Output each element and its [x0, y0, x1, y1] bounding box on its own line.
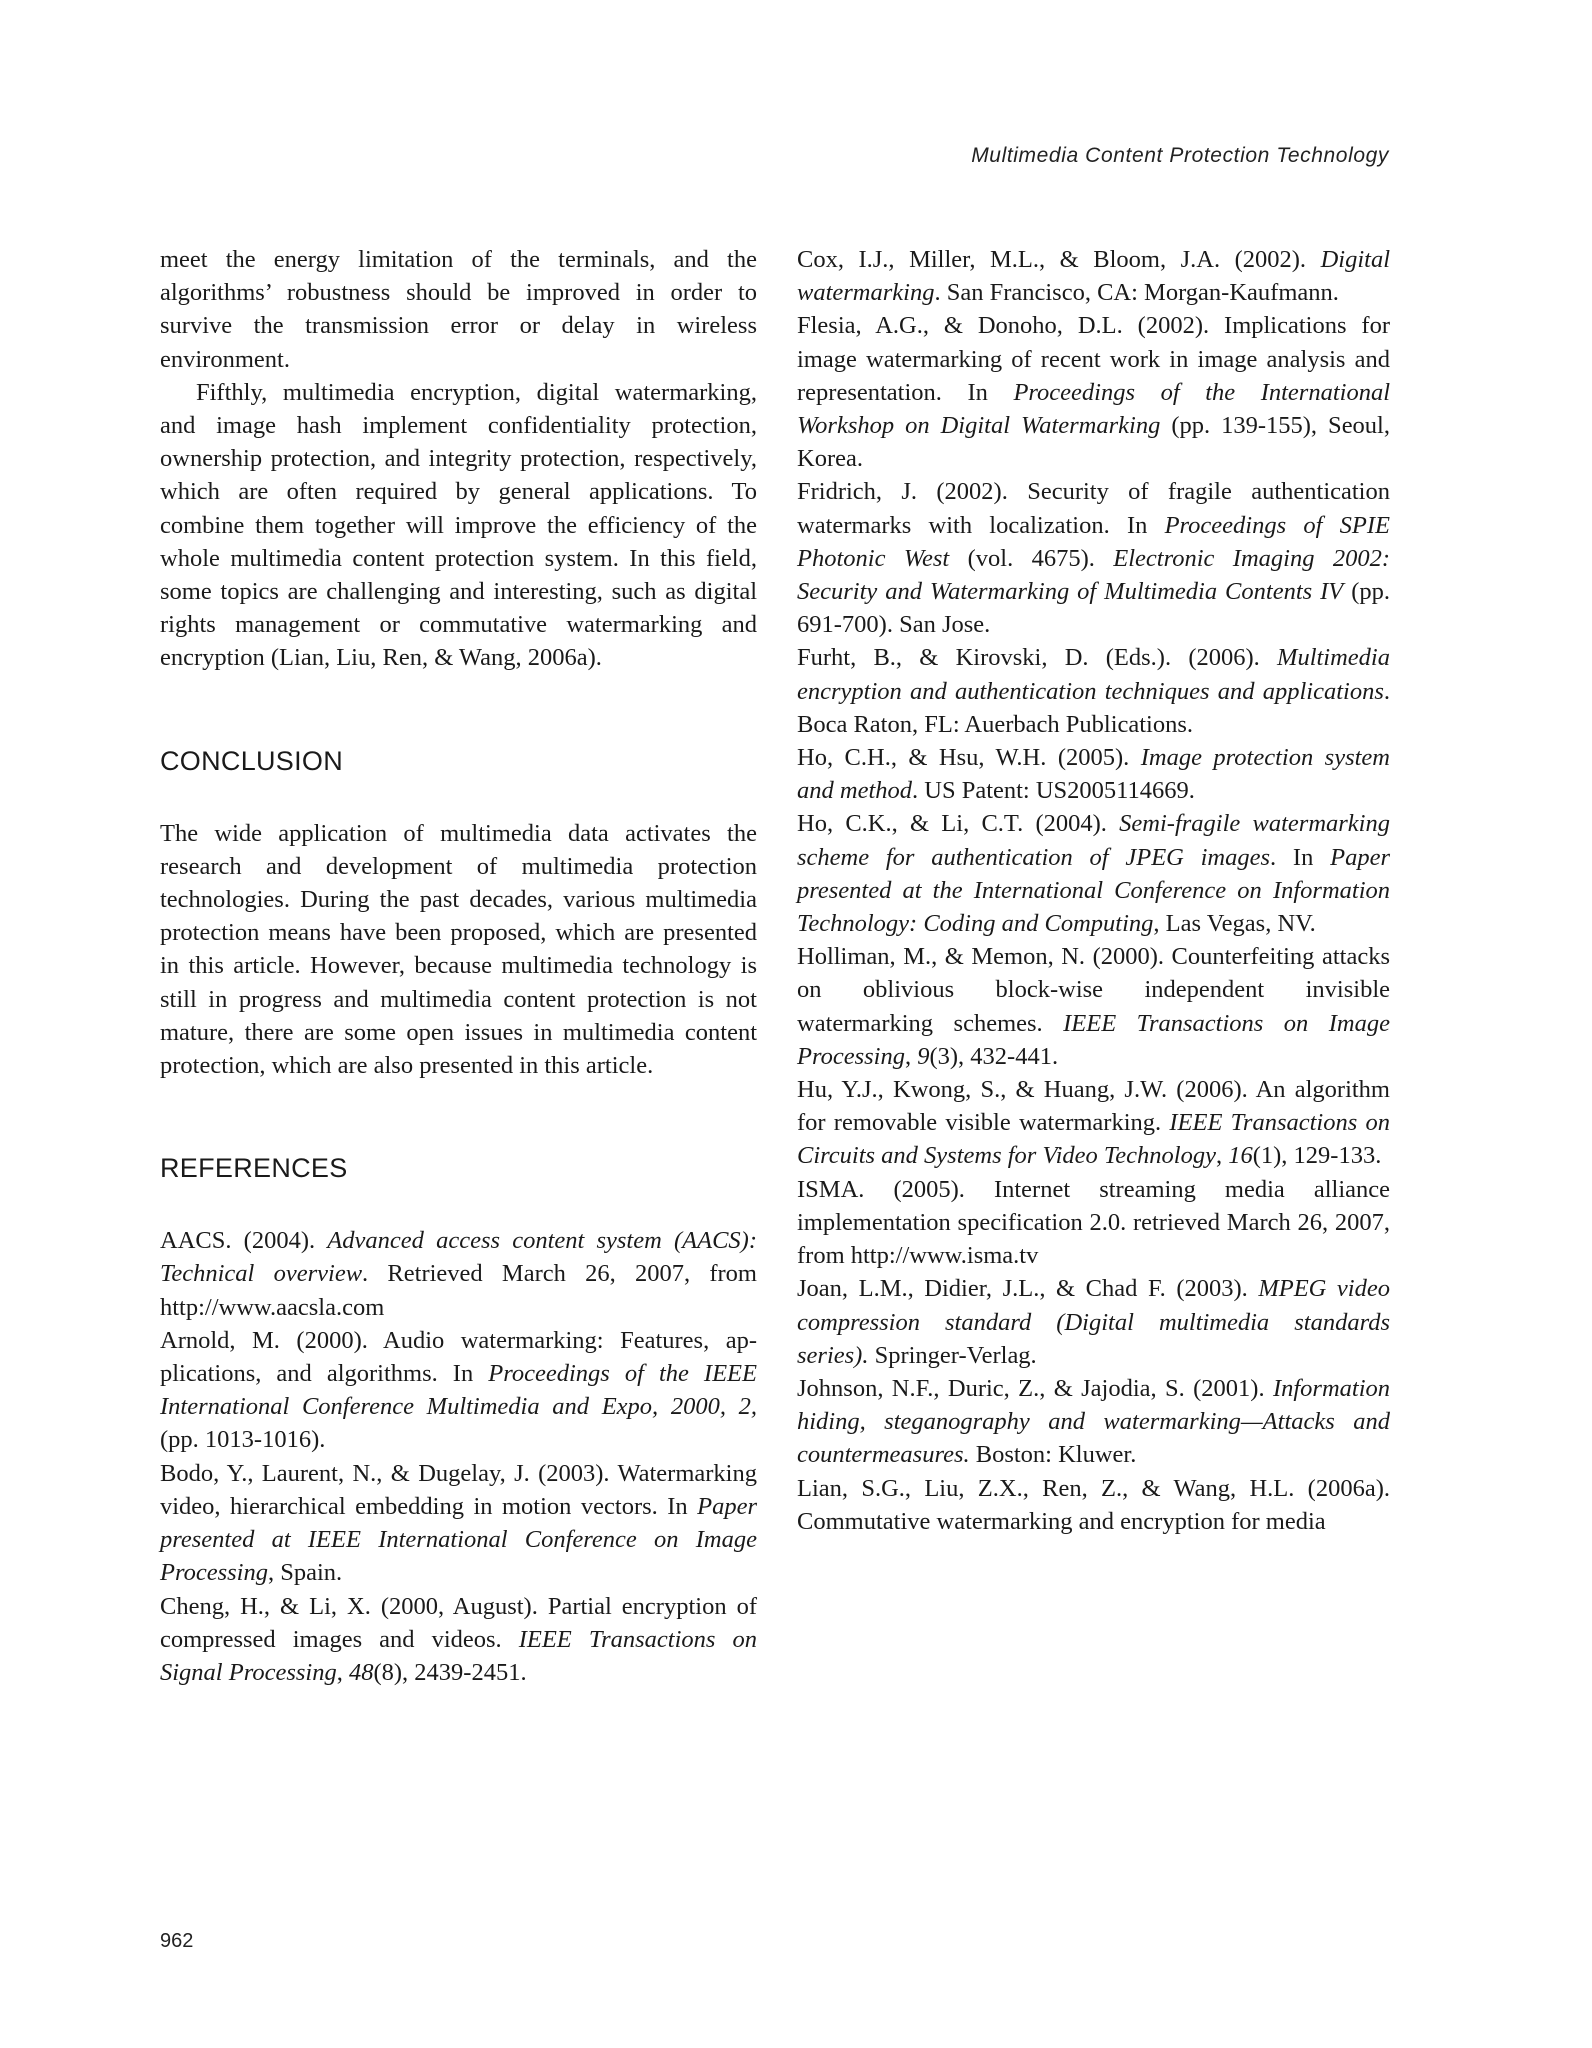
ref-text: Johnson, N.F., Duric, Z., & Jajodia, S. (2001).: [797, 1374, 1273, 1402]
ref-text: (vol. 4675).: [949, 544, 1114, 572]
ref-volume: 16: [1228, 1142, 1253, 1170]
ref-text: Ho, C.H., & Hsu, W.H. (2005).: [797, 744, 1141, 772]
reference-entry: [797, 309, 1390, 475]
ref-text: Lian, S.G., Liu, Z.X., Ren, Z., & Wang, H.L. (2006a). Commutative watermarking and encryption for media: [797, 1474, 1390, 1535]
ref-title: IEEE Transactions on Signal Processing: [160, 1625, 757, 1686]
ref-text: ISMA. (2005). Internet streaming media alliance implementation specification 2.0. retrieved March 26, 2007, from http://www.isma.tv: [797, 1175, 1390, 1270]
ref-title: MPEG video compression standard (Digital multimedia standards series).: [797, 1275, 1390, 1369]
running-header: Multimedia Content Protection Technology: [971, 144, 1389, 167]
references-heading: REFERENCES: [160, 1153, 348, 1184]
reference-entry: [797, 641, 1390, 741]
ref-title: Paper presented at the International Conference on Information Technology: Coding and Computing: [797, 843, 1390, 938]
ref-title: IEEE Transactions on Circuits and Systems for Video Technology: [797, 1109, 1390, 1170]
reference-entry: [160, 1457, 757, 1590]
body-paragraph: meet the energy limitation of the terminals, and the algorithms’ robustness should be improved in order to survive the transmission error or delay in wireless environment.: [160, 246, 757, 373]
ref-text: Fridrich, J. (2002). Security of fragile authentication watermarks with localization. In: [797, 478, 1390, 539]
page-number: 962: [160, 1930, 194, 1952]
ref-text: (1), 129-133.: [1252, 1142, 1382, 1170]
reference-entry: [797, 1372, 1390, 1472]
ref-text: Boston: Kluwer.: [969, 1441, 1137, 1469]
reference-entry: [797, 741, 1390, 807]
conclusion-paragraph: The wide application of multimedia data activates the research and development of multimedia protection technologies. During the past decades, various multimedia protection means have been proposed, which are presented in this article. However, because multimedia technology is still in progress and multimedia content protection is not mature, there are some open issues in multimedia content protection, which are also presented in this article.: [160, 819, 757, 1080]
reference-entry: [797, 1073, 1390, 1173]
right-column: [797, 243, 1390, 1538]
reference-entry: [160, 1590, 757, 1690]
ref-text: ,: [1215, 1142, 1229, 1170]
ref-text: . US Patent: US2005114669.: [912, 777, 1195, 805]
ref-volume: 9: [917, 1042, 930, 1070]
conclusion-heading: CONCLUSION: [160, 745, 344, 776]
ref-text: . San Francisco, CA: Morgan-Kaufmann.: [934, 279, 1339, 307]
ref-text: ,: [336, 1658, 349, 1686]
ref-text: Flesia, A.G., & Donoho, D.L. (2002). Implications for image watermarking of recent work in image analysis and representation. In: [797, 312, 1390, 406]
ref-title: Digital watermarking: [797, 246, 1390, 307]
ref-title: Electronic Imaging 2002: Security and Watermarking of Multimedia Contents IV: [797, 544, 1390, 606]
ref-title: Paper presented at IEEE International Conference on Image Processing: [160, 1492, 757, 1587]
ref-title: Semi-fragile watermarking scheme for authentication of JPEG images: [797, 810, 1390, 871]
ref-text: Furht, B., & Kirovski, D. (Eds.). (2006).: [797, 644, 1278, 672]
ref-text: AACS. (2004).: [160, 1227, 328, 1255]
ref-title: Proceedings of the IEEE International Conference Multimedia and Expo, 2000, 2,: [160, 1360, 757, 1421]
ref-text: Cheng, H., & Li, X. (2000, August). Partial encryption of compressed images and videos.: [160, 1592, 757, 1653]
ref-text: (8), 2439-2451.: [373, 1658, 527, 1686]
reference-entry: [797, 807, 1390, 940]
ref-text: Holliman, M., & Memon, N. (2000). Counterfeiting attacks on oblivious block-wise independent invisible watermarking schemes.: [797, 943, 1390, 1037]
left-column: [160, 243, 757, 1689]
ref-title: Multimedia encryption and authentication techniques and applications: [797, 644, 1390, 705]
body-paragraph: Fifthly, multimedia encryption, digital watermarking, and image hash implement confidentiality protection, ownership protection, and integrity protection, respectively, which are often required by general applications. To combine them together will improve the efficiency of the whole multimedia content protection system. In this field, some topics are challenging and interesting, such as digital rights management or commutative watermarking and encryption (Lian, Liu, Ren, & Wang, 2006a).: [160, 378, 757, 672]
ref-title: Proceedings of SPIE Photonic West: [797, 511, 1391, 572]
reference-entry: [797, 940, 1390, 1073]
ref-title: Information hiding, steganography and watermarking—Attacks and countermeasures.: [797, 1374, 1390, 1469]
ref-text: , Spain.: [267, 1559, 343, 1587]
ref-text: Arnold, M. (2000). Audio watermarking: Features, applications, and algorithms. In: [160, 1326, 757, 1388]
ref-title: Image protection system and method: [797, 744, 1390, 805]
ref-volume: 48: [348, 1658, 374, 1686]
reference-entry: [797, 243, 1390, 309]
reference-entry: [797, 1272, 1390, 1372]
ref-text: . Retrieved March 26, 2007, from http://www.aacsla.com: [160, 1260, 757, 1321]
ref-text: Hu, Y.J., Kwong, S., & Huang, J.W. (2006). An algorithm for removable visible watermarking.: [797, 1076, 1390, 1137]
ref-text: (3), 432-441.: [929, 1042, 1059, 1070]
reference-entry: [797, 475, 1390, 641]
reference-entry: [160, 1324, 757, 1457]
ref-text: , Las Vegas, NV.: [1153, 910, 1316, 938]
ref-text: (pp. 1013-1016).: [160, 1426, 326, 1454]
ref-text: (pp. 139-155), Seoul, Korea.: [797, 412, 1390, 473]
ref-text: Springer-Verlag.: [868, 1341, 1037, 1369]
ref-text: . Boca Raton, FL: Auerbach Publications.: [797, 677, 1390, 738]
reference-entry: [797, 1173, 1390, 1273]
ref-title: Advanced access content system (AACS): Technical overview: [160, 1227, 757, 1288]
ref-title: IEEE Transactions on Image Processing: [797, 1009, 1390, 1070]
ref-title: Proceedings of the International Workshop on Digital Watermarking: [797, 378, 1390, 440]
ref-text: (pp. 691-700). San Jose.: [797, 578, 1390, 639]
ref-text: Bodo, Y., Laurent, N., & Dugelay, J. (2003). Watermarking video, hierarchical embedding in motion vectors. In: [160, 1459, 757, 1520]
ref-text: ,: [904, 1042, 918, 1070]
ref-text: . In: [1270, 843, 1331, 871]
ref-text: Cox, I.J., Miller, M.L., & Bloom, J.A. (2002).: [797, 246, 1321, 273]
ref-text: Ho, C.K., & Li, C.T. (2004).: [797, 810, 1120, 838]
ref-text: Joan, L.M., Didier, J.L., & Chad F. (2003).: [797, 1275, 1259, 1303]
reference-entry: [797, 1472, 1390, 1538]
reference-entry: [160, 1224, 757, 1324]
